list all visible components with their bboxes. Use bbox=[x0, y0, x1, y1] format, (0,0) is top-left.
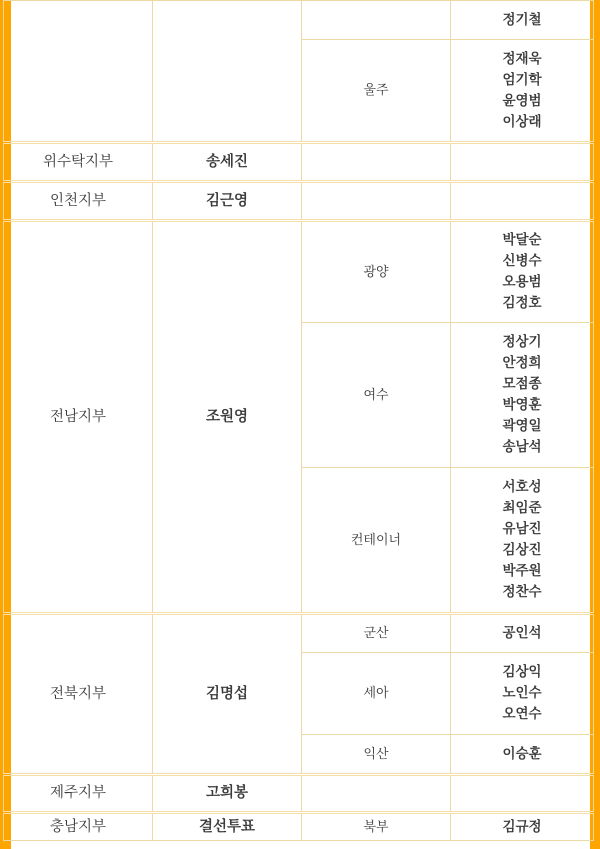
region-cell: 인천지부 bbox=[4, 182, 153, 221]
local-cell: 익산 bbox=[302, 735, 451, 775]
members-cell: 서호성 최임준 유남진 김상진 박주원 정찬수 bbox=[451, 468, 594, 614]
leader-cell: 송세진 bbox=[153, 143, 302, 182]
members-cell: 김규정 bbox=[451, 813, 594, 841]
region-cell-empty bbox=[4, 1, 153, 143]
members-cell-empty bbox=[451, 143, 594, 182]
local-cell: 울주 bbox=[302, 40, 451, 143]
table-row bbox=[4, 614, 594, 653]
union-roster-table bbox=[3, 0, 594, 841]
table-row bbox=[4, 1, 594, 40]
region-cell: 전남지부 bbox=[4, 221, 153, 614]
members-cell: 정기철 bbox=[451, 1, 594, 40]
members-cell: 정재욱 엄기학 윤영범 이상래 bbox=[451, 40, 594, 143]
members-cell: 김상익 노인수 오연수 bbox=[451, 653, 594, 735]
members-cell: 이승훈 bbox=[451, 735, 594, 775]
region-cell: 전북지부 bbox=[4, 614, 153, 775]
table-row bbox=[4, 775, 594, 813]
members-cell-empty bbox=[451, 775, 594, 813]
table-row bbox=[4, 182, 594, 221]
local-cell: 컨테이너 bbox=[302, 468, 451, 614]
local-cell-empty bbox=[302, 143, 451, 182]
members-cell: 정상기 안정희 모점종 박영훈 곽영일 송남석 bbox=[451, 323, 594, 468]
region-cell: 위수탁지부 bbox=[4, 143, 153, 182]
local-cell: 세아 bbox=[302, 653, 451, 735]
members-cell-empty bbox=[451, 182, 594, 221]
local-cell-empty bbox=[302, 775, 451, 813]
table-row bbox=[4, 813, 594, 841]
local-cell: 군산 bbox=[302, 614, 451, 653]
local-cell bbox=[302, 1, 451, 40]
leader-cell: 김명섭 bbox=[153, 614, 302, 775]
local-cell: 광양 bbox=[302, 221, 451, 323]
leader-cell: 고희봉 bbox=[153, 775, 302, 813]
region-cell: 제주지부 bbox=[4, 775, 153, 813]
leader-cell: 결선투표 bbox=[153, 813, 302, 841]
table-row bbox=[4, 143, 594, 182]
table-row bbox=[4, 221, 594, 323]
region-cell: 충남지부 bbox=[4, 813, 153, 841]
members-cell: 공인석 bbox=[451, 614, 594, 653]
leader-cell: 김근영 bbox=[153, 182, 302, 221]
local-cell: 여수 bbox=[302, 323, 451, 468]
leader-cell: 조원영 bbox=[153, 221, 302, 614]
local-cell-empty bbox=[302, 182, 451, 221]
members-cell: 박달순 신병수 오용범 김정호 bbox=[451, 221, 594, 323]
local-cell: 북부 bbox=[302, 813, 451, 841]
leader-cell-empty bbox=[153, 1, 302, 143]
